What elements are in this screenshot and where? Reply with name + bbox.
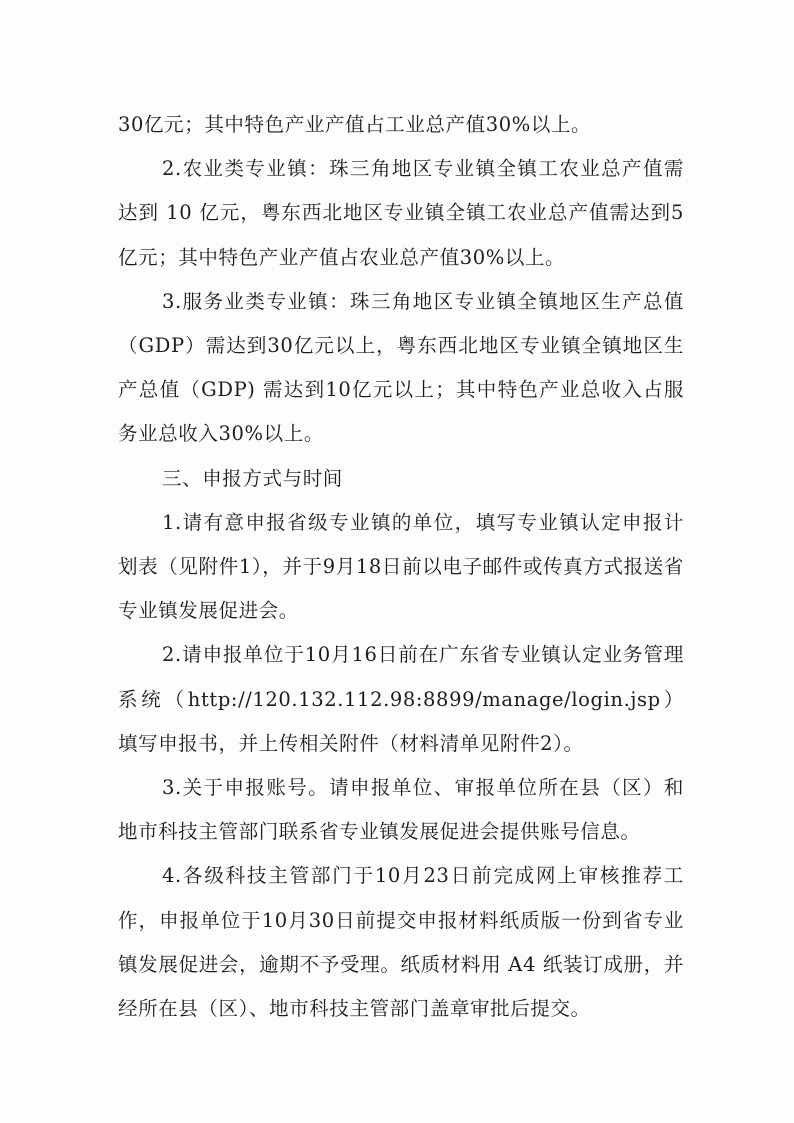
paragraph-agriculture-town: 2.农业类专业镇：珠三角地区专业镇全镇工农业总产值需达到 10 亿元，粤东西北地区专业镇全镇工农业总产值需达到5亿元；其中特色产业产值占农业总产值30%以上。	[118, 157, 684, 269]
paragraph-continuation: 30亿元；其中特色产业产值占工业总产值30%以上。	[118, 113, 592, 136]
paragraph-item-1: 1.请有意申报省级专业镇的单位，填写专业镇认定申报计划表（见附件1），并于9月18日前以电子邮件或传真方式报送省专业镇发展促进会。	[118, 510, 684, 623]
document-body	[118, 103, 684, 1031]
section-heading: 三、申报方式与时间	[162, 466, 343, 490]
paragraph-item-4: 4.各级科技主管部门于10月23日前完成网上审核推荐工作，申报单位于10月30日前提交申报材料纸质版一份到省专业镇发展促进会，逾期不予受理。纸质材料用 A4 纸装订成册，并经所在县（区）、地市科技主管部门盖章审批后提交。	[118, 864, 684, 1021]
paragraph-item-2: 2.请申报单位于10月16日前在广东省专业镇认定业务管理系统（http://120.132.112.98:8899/manage/login.jsp）填写申报书，并上传相关附件（材料清单见附件2）。	[118, 643, 684, 755]
paragraph-service-town: 3.服务业类专业镇：珠三角地区专业镇全镇地区生产总值（GDP）需达到30亿元以上，粤东西北地区专业镇全镇地区生产总值（GDP) 需达到10亿元以上；其中特色产业总收入占服务业总收入30%以上。	[118, 289, 684, 446]
paragraph-item-3: 3.关于申报账号。请申报单位、审报单位所在县（区）和地市科技主管部门联系省专业镇发展促进会提供账号信息。	[118, 776, 684, 844]
